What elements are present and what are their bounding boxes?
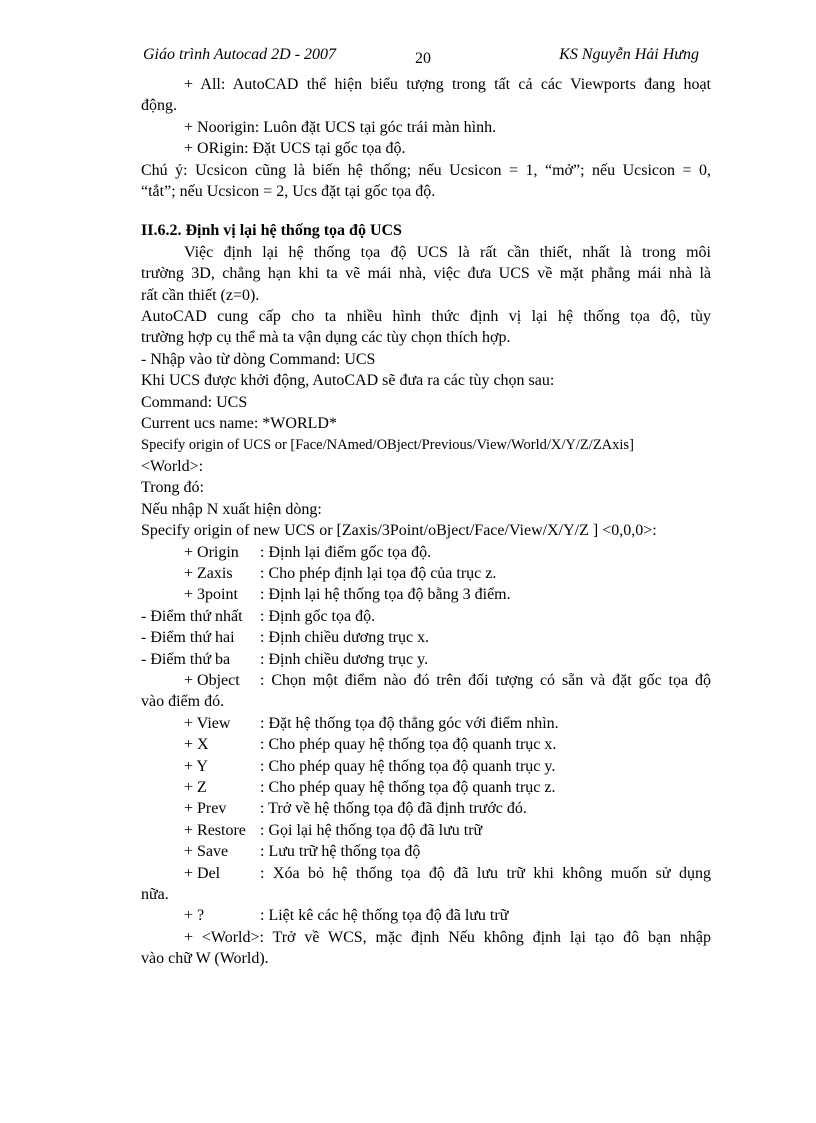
command-intro: - Nhập vào từ dòng Command: UCS xyxy=(141,350,376,368)
option-item: + X : Cho phép quay hệ thống tọa độ quanh trục x. xyxy=(184,736,557,754)
option-item: + Save : Lưu trữ hệ thống tọa độ xyxy=(184,843,421,861)
section-heading: II.6.2. Định vị lại hệ thống tọa độ UCS xyxy=(141,222,402,240)
option-item: + Zaxis : Cho phép định lại tọa độ của trục z. xyxy=(184,564,497,582)
trong-do: Trong đó: xyxy=(141,479,204,497)
current-ucs-name: Current ucs name: *WORLD* xyxy=(141,415,337,433)
note-label: Chú ý: xyxy=(141,161,188,179)
point-item: - Điểm thứ hai : Định chiều dương trục x. xyxy=(141,629,430,647)
world-default: <World>: xyxy=(141,457,204,475)
para1-line3: rất cần thiết (z=0). xyxy=(141,286,260,304)
option-del-cont: nữa. xyxy=(141,886,169,904)
note-line1 xyxy=(141,160,711,181)
note-line2: “tắt”; nếu Ucsicon = 2, Ucs đặt tại gốc tọa độ. xyxy=(141,183,436,201)
ucs-start-text: Khi UCS được khởi động, AutoCAD sẽ đưa ra các tùy chọn sau: xyxy=(141,372,555,390)
note-text: Ucsicon cũng là biến hệ thống; nếu Ucsicon = 1, “mở”; nếu Ucsicon = 0, xyxy=(187,161,711,179)
option-item: + 3point : Định lại hệ thống tọa độ bằng 3 điểm. xyxy=(184,586,511,604)
specify-new-ucs-prompt: Specify origin of new UCS or [Zaxis/3Point/oBject/Face/View/X/Y/Z ] <0,0,0>: xyxy=(141,522,657,540)
option-world-line1: + <World>: Trở về WCS, mặc định Nếu không định lại tạo đô bạn nhập xyxy=(184,928,711,946)
command-ucs: Command: UCS xyxy=(141,393,248,411)
page-header xyxy=(143,46,711,72)
option-item: + Z : Cho phép quay hệ thống tọa độ quanh trục z. xyxy=(184,779,556,796)
page-number: 20 xyxy=(415,50,431,67)
option-item: + Restore : Gọi lại hệ thống tọa độ đã lưu trữ xyxy=(184,821,483,839)
option-object-cont: vào điểm đó. xyxy=(141,693,225,711)
point-item: - Điểm thứ nhất : Định gốc tọa độ. xyxy=(141,607,376,625)
neu-nhap-n: Nếu nhập N xuất hiện dòng: xyxy=(141,500,322,518)
para2-line2: trường hợp cụ thể mà ta vận dụng các tùy chọn thích hợp. xyxy=(141,329,511,347)
point-item: - Điểm thứ ba : Định chiều dương trục y. xyxy=(141,650,429,668)
option-noorigin: + Noorigin: Luôn đặt UCS tại góc trái màn hình. xyxy=(184,118,497,136)
specify-origin-prompt: Specify origin of UCS or [Face/NAmed/OBject/Previous/View/World/X/Y/Z/ZAxis] xyxy=(141,436,634,453)
option-del: + Del : Xóa bỏ hệ thống tọa độ đã lưu trữ khi không muốn sử dụng xyxy=(184,864,711,882)
header-book-title: Giáo trình Autocad 2D - 2007 xyxy=(143,46,337,63)
option-origin: + ORigin: Đặt UCS tại gốc tọa độ. xyxy=(184,140,406,158)
option-item: + Y : Cho phép quay hệ thống tọa độ quanh trục y. xyxy=(184,757,556,775)
header-author: KS Nguyễn Hải Hưng xyxy=(559,46,699,63)
option-all-line1: + All: AutoCAD thể hiện biểu tượng trong tất cả các Viewports đang hoạt xyxy=(184,76,711,93)
option-question: + ? : Liệt kê các hệ thống tọa độ đã lưu trữ xyxy=(184,907,509,925)
para1-line2: trường 3D, chẳng hạn khi ta vẽ mái nhà, việc đưa UCS về mặt phẳng mái nhà là xyxy=(141,265,711,283)
spacer xyxy=(141,202,711,220)
para1-line1: Việc định lại hệ thống tọa độ UCS là rất cần thiết, nhất là trong môi xyxy=(184,243,711,261)
option-item: + View : Đặt hệ thống tọa độ thẳng góc với điểm nhìn. xyxy=(184,714,559,732)
option-item: + Origin : Định lại điểm gốc tọa độ. xyxy=(184,543,432,561)
option-world-line2: vào chữ W (World). xyxy=(141,950,269,968)
page-body xyxy=(141,74,711,970)
para2-line1: AutoCAD cung cấp cho ta nhiều hình thức định vị lại hệ thống tọa độ, tùy xyxy=(141,308,711,326)
option-item: + Prev : Trở về hệ thống tọa độ đã định trước đó. xyxy=(184,800,527,818)
option-object: + Object : Chọn một điểm nào đó trên đối tượng có sẵn và đặt gốc tọa độ xyxy=(184,671,711,689)
option-all-line2: động. xyxy=(141,97,177,115)
